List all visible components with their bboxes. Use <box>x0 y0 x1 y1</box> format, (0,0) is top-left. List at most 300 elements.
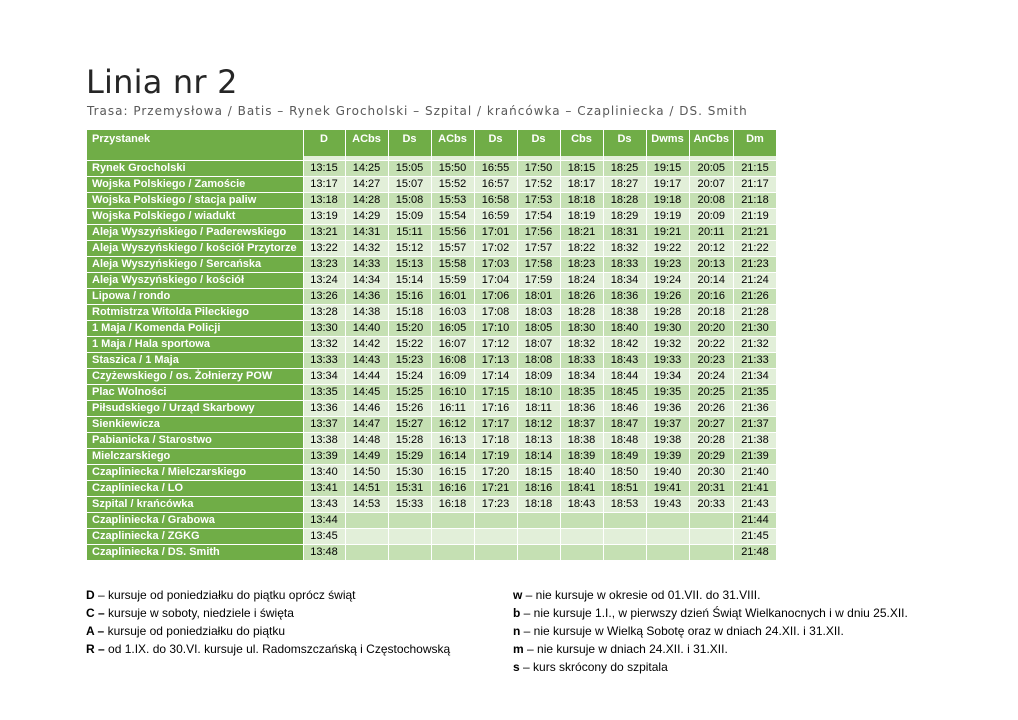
timetable <box>87 130 777 561</box>
departure-time-cell: 15:29 <box>388 448 431 464</box>
departure-time-cell: 17:18 <box>474 432 517 448</box>
departure-time-cell: 13:38 <box>303 432 345 448</box>
departure-time-cell: 17:59 <box>517 272 560 288</box>
departure-time-cell: 16:12 <box>431 416 474 432</box>
departure-time-cell: 19:19 <box>646 208 689 224</box>
departure-time-cell: 19:26 <box>646 288 689 304</box>
departure-time-cell: 16:05 <box>431 320 474 336</box>
departure-time-cell: 16:10 <box>431 384 474 400</box>
departure-time-cell: 13:23 <box>303 256 345 272</box>
departure-time-cell: 14:49 <box>345 448 388 464</box>
table-row <box>87 448 776 464</box>
departure-time-cell: 18:11 <box>517 400 560 416</box>
departure-time-cell: 18:45 <box>603 384 646 400</box>
departure-time-cell: 18:43 <box>603 352 646 368</box>
departure-time-cell <box>517 544 560 560</box>
table-row <box>87 368 776 384</box>
departure-time-cell: 14:29 <box>345 208 388 224</box>
departure-time-cell: 18:49 <box>603 448 646 464</box>
departure-time-cell: 19:17 <box>646 176 689 192</box>
departure-time-cell: 18:09 <box>517 368 560 384</box>
departure-time-cell: 20:31 <box>689 480 733 496</box>
departure-time-cell: 13:28 <box>303 304 345 320</box>
table-row <box>87 400 776 416</box>
table-row <box>87 224 776 240</box>
departure-time-cell: 21:36 <box>733 400 776 416</box>
table-row <box>87 416 776 432</box>
departure-time-cell: 14:53 <box>345 496 388 512</box>
departure-time-cell: 17:12 <box>474 336 517 352</box>
departure-time-cell: 17:10 <box>474 320 517 336</box>
departure-time-cell: 15:11 <box>388 224 431 240</box>
departure-time-cell: 14:34 <box>345 272 388 288</box>
departure-time-cell: 15:58 <box>431 256 474 272</box>
departure-time-cell: 13:15 <box>303 160 345 176</box>
departure-time-cell: 14:42 <box>345 336 388 352</box>
stop-name-cell: Czyżewskiego / os. Żołnierzy POW <box>87 368 303 384</box>
departure-time-cell: 14:38 <box>345 304 388 320</box>
departure-time-cell: 15:27 <box>388 416 431 432</box>
departure-time-cell <box>431 528 474 544</box>
table-row <box>87 496 776 512</box>
departure-time-cell: 18:33 <box>560 352 603 368</box>
departure-time-cell: 21:35 <box>733 384 776 400</box>
departure-time-cell: 17:13 <box>474 352 517 368</box>
departure-time-cell: 16:08 <box>431 352 474 368</box>
stop-name-cell: Rotmistrza Witolda Pileckiego <box>87 304 303 320</box>
departure-time-cell: 17:58 <box>517 256 560 272</box>
departure-time-cell: 19:35 <box>646 384 689 400</box>
departure-time-cell: 17:53 <box>517 192 560 208</box>
departure-time-cell: 18:51 <box>603 480 646 496</box>
departure-time-cell: 19:22 <box>646 240 689 256</box>
departure-time-cell: 16:11 <box>431 400 474 416</box>
departure-time-cell: 17:16 <box>474 400 517 416</box>
departure-time-cell: 19:24 <box>646 272 689 288</box>
departure-time-cell: 15:20 <box>388 320 431 336</box>
departure-time-cell: 15:12 <box>388 240 431 256</box>
departure-time-cell: 15:13 <box>388 256 431 272</box>
departure-time-cell: 18:41 <box>560 480 603 496</box>
legend-right <box>513 586 908 676</box>
table-row <box>87 432 776 448</box>
stop-name-cell: Czapliniecka / LO <box>87 480 303 496</box>
legend-item: w – nie kursuje w okresie od 01.VII. do 31.VIII. <box>513 588 761 602</box>
table-row <box>87 160 776 176</box>
departure-time-cell: 16:09 <box>431 368 474 384</box>
departure-time-cell: 14:51 <box>345 480 388 496</box>
departure-time-cell: 13:45 <box>303 528 345 544</box>
departure-time-cell <box>603 512 646 528</box>
departure-time-cell: 20:14 <box>689 272 733 288</box>
departure-time-cell: 20:26 <box>689 400 733 416</box>
stop-name-cell: Aleja Wyszyńskiego / Sercańska <box>87 256 303 272</box>
departure-time-cell: 20:29 <box>689 448 733 464</box>
departure-time-cell: 13:22 <box>303 240 345 256</box>
stop-name-cell: Aleja Wyszyńskiego / kościół <box>87 272 303 288</box>
departure-time-cell <box>431 512 474 528</box>
column-header: Ds <box>474 130 517 156</box>
departure-time-cell: 18:26 <box>560 288 603 304</box>
departure-time-cell: 18:50 <box>603 464 646 480</box>
departure-time-cell: 20:22 <box>689 336 733 352</box>
departure-time-cell <box>474 512 517 528</box>
departure-time-cell: 20:07 <box>689 176 733 192</box>
departure-time-cell: 18:13 <box>517 432 560 448</box>
departure-time-cell: 15:52 <box>431 176 474 192</box>
departure-time-cell: 17:21 <box>474 480 517 496</box>
stop-name-cell: Szpital / krańcówka <box>87 496 303 512</box>
legend-item: R – od 1.IX. do 30.VI. kursuje ul. Radomszczańską i Częstochowską <box>86 642 451 656</box>
stop-name-cell: Sienkiewicza <box>87 416 303 432</box>
departure-time-cell: 21:33 <box>733 352 776 368</box>
departure-time-cell: 21:40 <box>733 464 776 480</box>
stop-name-cell: Rynek Grocholski <box>87 160 303 176</box>
legend-item: A – kursuje od poniedziałku do piątku <box>86 624 286 638</box>
departure-time-cell: 15:28 <box>388 432 431 448</box>
departure-time-cell: 18:23 <box>560 256 603 272</box>
legend-item: n – nie kursuje w Wielką Sobotę oraz w dniach 24.XII. i 31.XII. <box>513 624 844 638</box>
departure-time-cell <box>388 544 431 560</box>
departure-time-cell: 20:16 <box>689 288 733 304</box>
column-header: ACbs <box>431 130 474 156</box>
departure-time-cell: 17:20 <box>474 464 517 480</box>
departure-time-cell: 21:15 <box>733 160 776 176</box>
departure-time-cell: 14:48 <box>345 432 388 448</box>
departure-time-cell: 18:19 <box>560 208 603 224</box>
departure-time-cell: 20:27 <box>689 416 733 432</box>
table-row <box>87 304 776 320</box>
departure-time-cell: 19:32 <box>646 336 689 352</box>
departure-time-cell: 19:36 <box>646 400 689 416</box>
departure-time-cell <box>517 512 560 528</box>
table-row <box>87 208 776 224</box>
page-title: Linia nr 2 <box>86 63 238 101</box>
departure-time-cell: 13:30 <box>303 320 345 336</box>
departure-time-cell: 15:24 <box>388 368 431 384</box>
stop-name-cell: 1 Maja / Hala sportowa <box>87 336 303 352</box>
departure-time-cell: 13:40 <box>303 464 345 480</box>
departure-time-cell: 19:43 <box>646 496 689 512</box>
departure-time-cell: 18:27 <box>603 176 646 192</box>
departure-time-cell: 16:59 <box>474 208 517 224</box>
departure-time-cell: 15:09 <box>388 208 431 224</box>
departure-time-cell: 13:36 <box>303 400 345 416</box>
table-row <box>87 272 776 288</box>
departure-time-cell: 19:21 <box>646 224 689 240</box>
departure-time-cell: 18:01 <box>517 288 560 304</box>
departure-time-cell: 21:38 <box>733 432 776 448</box>
departure-time-cell <box>689 528 733 544</box>
stop-name-cell: Czapliniecka / DS. Smith <box>87 544 303 560</box>
departure-time-cell: 18:08 <box>517 352 560 368</box>
departure-time-cell: 21:48 <box>733 544 776 560</box>
departure-time-cell: 21:19 <box>733 208 776 224</box>
departure-time-cell: 13:21 <box>303 224 345 240</box>
departure-time-cell <box>689 512 733 528</box>
departure-time-cell: 18:16 <box>517 480 560 496</box>
departure-time-cell: 17:19 <box>474 448 517 464</box>
departure-time-cell: 18:36 <box>603 288 646 304</box>
departure-time-cell: 18:38 <box>603 304 646 320</box>
stop-name-cell: Piłsudskiego / Urząd Skarbowy <box>87 400 303 416</box>
departure-time-cell: 18:22 <box>560 240 603 256</box>
departure-time-cell: 18:25 <box>603 160 646 176</box>
column-header: Dwms <box>646 130 689 156</box>
departure-time-cell: 18:40 <box>603 320 646 336</box>
departure-time-cell: 18:37 <box>560 416 603 432</box>
departure-time-cell: 15:05 <box>388 160 431 176</box>
departure-time-cell: 13:48 <box>303 544 345 560</box>
departure-time-cell: 15:08 <box>388 192 431 208</box>
stop-name-cell: Aleja Wyszyńskiego / Paderewskiego <box>87 224 303 240</box>
departure-time-cell: 16:15 <box>431 464 474 480</box>
column-header: Ds <box>517 130 560 156</box>
departure-time-cell: 18:33 <box>603 256 646 272</box>
departure-time-cell: 13:33 <box>303 352 345 368</box>
departure-time-cell: 20:30 <box>689 464 733 480</box>
departure-time-cell <box>345 512 388 528</box>
departure-time-cell: 21:45 <box>733 528 776 544</box>
departure-time-cell: 18:53 <box>603 496 646 512</box>
departure-time-cell: 19:15 <box>646 160 689 176</box>
column-header: AnCbs <box>689 130 733 156</box>
departure-time-cell: 21:28 <box>733 304 776 320</box>
departure-time-cell: 21:43 <box>733 496 776 512</box>
table-row <box>87 512 776 528</box>
departure-time-cell: 19:34 <box>646 368 689 384</box>
departure-time-cell: 13:39 <box>303 448 345 464</box>
departure-time-cell: 20:11 <box>689 224 733 240</box>
departure-time-cell <box>560 528 603 544</box>
departure-time-cell: 20:09 <box>689 208 733 224</box>
departure-time-cell: 16:03 <box>431 304 474 320</box>
table-row <box>87 544 776 560</box>
departure-time-cell: 18:21 <box>560 224 603 240</box>
stop-name-cell: Wojska Polskiego / wiadukt <box>87 208 303 224</box>
departure-time-cell: 18:24 <box>560 272 603 288</box>
departure-time-cell <box>345 544 388 560</box>
departure-time-cell: 18:30 <box>560 320 603 336</box>
table-row <box>87 352 776 368</box>
departure-time-cell: 15:30 <box>388 464 431 480</box>
departure-time-cell: 21:34 <box>733 368 776 384</box>
departure-time-cell: 15:59 <box>431 272 474 288</box>
departure-time-cell: 16:16 <box>431 480 474 496</box>
departure-time-cell: 21:30 <box>733 320 776 336</box>
departure-time-cell: 21:32 <box>733 336 776 352</box>
departure-time-cell: 21:17 <box>733 176 776 192</box>
departure-time-cell <box>431 544 474 560</box>
departure-time-cell: 14:33 <box>345 256 388 272</box>
departure-time-cell: 18:32 <box>603 240 646 256</box>
departure-time-cell: 18:35 <box>560 384 603 400</box>
departure-time-cell: 14:25 <box>345 160 388 176</box>
departure-time-cell: 18:42 <box>603 336 646 352</box>
stop-name-cell: Lipowa / rondo <box>87 288 303 304</box>
departure-time-cell: 18:10 <box>517 384 560 400</box>
departure-time-cell: 18:34 <box>560 368 603 384</box>
departure-time-cell: 15:18 <box>388 304 431 320</box>
departure-time-cell: 20:08 <box>689 192 733 208</box>
stop-name-cell: Czapliniecka / Mielczarskiego <box>87 464 303 480</box>
departure-time-cell: 19:41 <box>646 480 689 496</box>
departure-time-cell: 16:18 <box>431 496 474 512</box>
departure-time-cell: 14:50 <box>345 464 388 480</box>
departure-time-cell: 17:50 <box>517 160 560 176</box>
legend-item: C – kursuje w soboty, niedziele i święta <box>86 606 294 620</box>
departure-time-cell <box>603 544 646 560</box>
departure-time-cell: 17:14 <box>474 368 517 384</box>
departure-time-cell: 17:06 <box>474 288 517 304</box>
table-row <box>87 528 776 544</box>
departure-time-cell: 19:33 <box>646 352 689 368</box>
departure-time-cell: 15:07 <box>388 176 431 192</box>
departure-time-cell: 19:38 <box>646 432 689 448</box>
departure-time-cell: 18:36 <box>560 400 603 416</box>
stop-name-cell: Mielczarskiego <box>87 448 303 464</box>
departure-time-cell: 18:18 <box>517 496 560 512</box>
departure-time-cell: 18:17 <box>560 176 603 192</box>
departure-time-cell: 18:28 <box>560 304 603 320</box>
departure-time-cell: 20:13 <box>689 256 733 272</box>
departure-time-cell: 21:44 <box>733 512 776 528</box>
departure-time-cell: 14:36 <box>345 288 388 304</box>
departure-time-cell: 18:38 <box>560 432 603 448</box>
departure-time-cell: 19:18 <box>646 192 689 208</box>
departure-time-cell: 16:13 <box>431 432 474 448</box>
departure-time-cell: 13:17 <box>303 176 345 192</box>
departure-time-cell: 21:26 <box>733 288 776 304</box>
departure-time-cell: 18:43 <box>560 496 603 512</box>
departure-time-cell <box>689 544 733 560</box>
departure-time-cell: 19:23 <box>646 256 689 272</box>
departure-time-cell: 13:34 <box>303 368 345 384</box>
stop-name-cell: Czapliniecka / Grabowa <box>87 512 303 528</box>
departure-time-cell: 16:01 <box>431 288 474 304</box>
departure-time-cell: 21:23 <box>733 256 776 272</box>
departure-time-cell: 17:54 <box>517 208 560 224</box>
table-row <box>87 192 776 208</box>
departure-time-cell: 15:22 <box>388 336 431 352</box>
departure-time-cell: 15:16 <box>388 288 431 304</box>
departure-time-cell: 21:39 <box>733 448 776 464</box>
departure-time-cell: 13:18 <box>303 192 345 208</box>
departure-time-cell <box>517 528 560 544</box>
departure-time-cell: 18:28 <box>603 192 646 208</box>
departure-time-cell: 13:19 <box>303 208 345 224</box>
departure-time-cell: 15:53 <box>431 192 474 208</box>
departure-time-cell: 17:01 <box>474 224 517 240</box>
table-row <box>87 240 776 256</box>
departure-time-cell: 13:41 <box>303 480 345 496</box>
departure-time-cell: 17:08 <box>474 304 517 320</box>
departure-time-cell: 20:05 <box>689 160 733 176</box>
departure-time-cell: 15:50 <box>431 160 474 176</box>
departure-time-cell: 21:41 <box>733 480 776 496</box>
departure-time-cell: 14:40 <box>345 320 388 336</box>
departure-time-cell: 18:32 <box>560 336 603 352</box>
departure-time-cell: 15:33 <box>388 496 431 512</box>
departure-time-cell: 20:12 <box>689 240 733 256</box>
stop-column-header: Przystanek <box>87 130 303 156</box>
departure-time-cell: 17:02 <box>474 240 517 256</box>
departure-time-cell: 18:31 <box>603 224 646 240</box>
departure-time-cell: 14:28 <box>345 192 388 208</box>
column-header: Ds <box>388 130 431 156</box>
departure-time-cell <box>646 528 689 544</box>
departure-time-cell: 15:57 <box>431 240 474 256</box>
departure-time-cell: 17:56 <box>517 224 560 240</box>
departure-time-cell: 13:26 <box>303 288 345 304</box>
departure-time-cell: 16:55 <box>474 160 517 176</box>
departure-time-cell: 19:30 <box>646 320 689 336</box>
departure-time-cell: 18:03 <box>517 304 560 320</box>
departure-time-cell: 13:43 <box>303 496 345 512</box>
stop-name-cell: Wojska Polskiego / Zamoście <box>87 176 303 192</box>
departure-time-cell: 20:20 <box>689 320 733 336</box>
table-row <box>87 336 776 352</box>
departure-time-cell: 15:23 <box>388 352 431 368</box>
departure-time-cell: 19:40 <box>646 464 689 480</box>
departure-time-cell: 18:18 <box>560 192 603 208</box>
column-header: Cbs <box>560 130 603 156</box>
departure-time-cell: 18:47 <box>603 416 646 432</box>
departure-time-cell: 14:31 <box>345 224 388 240</box>
departure-time-cell: 20:28 <box>689 432 733 448</box>
departure-time-cell: 17:15 <box>474 384 517 400</box>
departure-time-cell: 16:57 <box>474 176 517 192</box>
legend-left <box>86 586 450 658</box>
column-header: Ds <box>603 130 646 156</box>
table-row <box>87 320 776 336</box>
departure-time-cell: 20:25 <box>689 384 733 400</box>
table-row <box>87 176 776 192</box>
departure-time-cell: 18:12 <box>517 416 560 432</box>
departure-time-cell: 14:46 <box>345 400 388 416</box>
departure-time-cell: 15:54 <box>431 208 474 224</box>
departure-time-cell: 15:31 <box>388 480 431 496</box>
column-header: D <box>303 130 345 156</box>
departure-time-cell: 18:15 <box>517 464 560 480</box>
table-row <box>87 480 776 496</box>
stop-name-cell: Wojska Polskiego / stacja paliw <box>87 192 303 208</box>
departure-time-cell: 18:46 <box>603 400 646 416</box>
departure-time-cell: 18:15 <box>560 160 603 176</box>
legend-item: m – nie kursuje w dniach 24.XII. i 31.XII. <box>513 642 728 656</box>
departure-time-cell: 18:07 <box>517 336 560 352</box>
departure-time-cell: 13:35 <box>303 384 345 400</box>
departure-time-cell: 21:37 <box>733 416 776 432</box>
departure-time-cell: 19:37 <box>646 416 689 432</box>
departure-time-cell: 13:44 <box>303 512 345 528</box>
departure-time-cell: 20:23 <box>689 352 733 368</box>
departure-time-cell: 16:58 <box>474 192 517 208</box>
departure-time-cell: 15:14 <box>388 272 431 288</box>
departure-time-cell <box>603 528 646 544</box>
legend-item: D – kursuje od poniedziałku do piątku oprócz świąt <box>86 588 356 602</box>
departure-time-cell <box>388 512 431 528</box>
departure-time-cell: 16:14 <box>431 448 474 464</box>
departure-time-cell: 17:57 <box>517 240 560 256</box>
departure-time-cell: 15:26 <box>388 400 431 416</box>
departure-time-cell: 18:34 <box>603 272 646 288</box>
departure-time-cell: 18:05 <box>517 320 560 336</box>
stop-name-cell: Aleja Wyszyńskiego / kościół Przytorze <box>87 240 303 256</box>
departure-time-cell: 14:47 <box>345 416 388 432</box>
departure-time-cell: 14:45 <box>345 384 388 400</box>
route-description: Trasa: Przemysłowa / Batis – Rynek Grocholski – Szpital / krańcówka – Czapliniecka / DS. Smith <box>87 104 748 118</box>
